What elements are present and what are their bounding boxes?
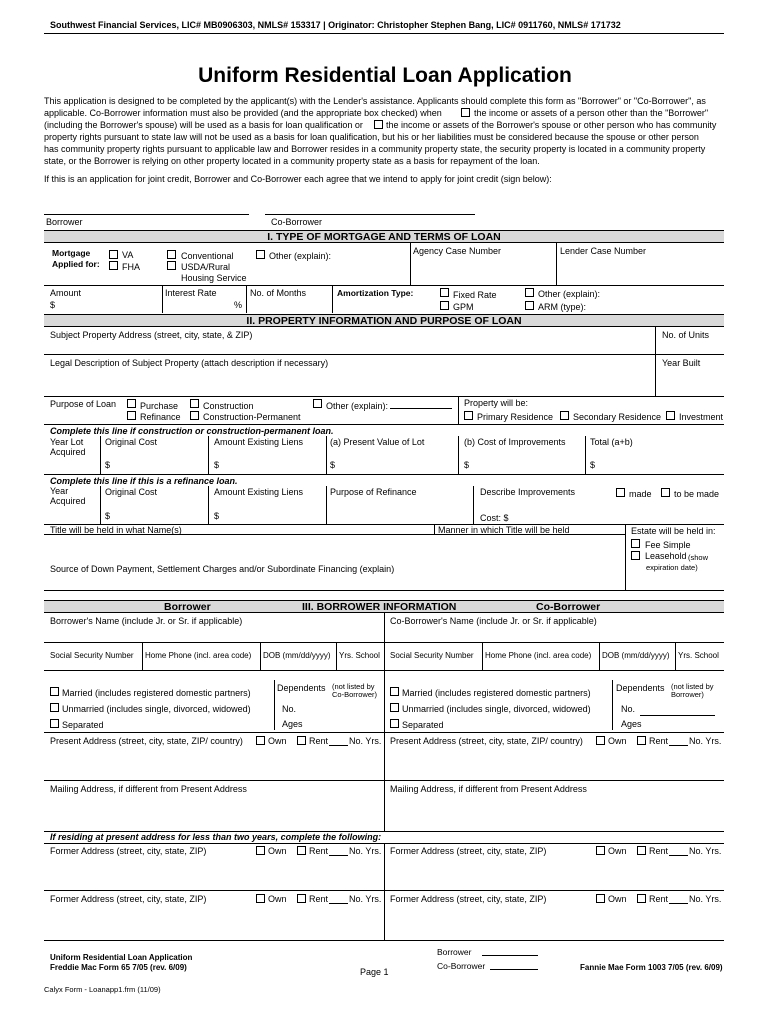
va-label: VA [122,250,134,260]
coborrower-separated-checkbox[interactable] [390,719,399,728]
borrower-present-own-label: Own [268,736,287,746]
coborrower-present-rent-label: Rent [649,736,669,746]
conventional-checkbox[interactable] [167,250,176,259]
intro-line: the income or assets of the Borrower's spouse or other person who has community [386,120,717,130]
primary-residence-checkbox[interactable] [464,411,473,420]
other-purpose-label: Other (explain): [326,401,389,411]
borrower-present-rent-checkbox[interactable] [297,736,306,745]
coborrower-present-own-checkbox[interactable] [596,736,605,745]
year-lot-label: Year Lot [50,437,84,447]
mortgage-applied-label: Applied for: [52,259,100,269]
borrower-ssn-label: Social Security Number [50,651,134,660]
coborrower-former2-rent-label: Rent [649,894,669,904]
to-be-made-label: to be made [674,489,720,499]
coborrower-present-address-label: Present Address (street, city, state, ZIP/ country) [390,736,583,746]
usda-label: USDA/Rural [181,262,231,272]
borrower-former-yrs-label: No. Yrs. [349,846,382,856]
subject-address-label: Subject Property Address (street, city, state, & ZIP) [50,330,253,340]
other-amortization-label: Other (explain): [538,289,601,299]
borrower-mailing-address-label: Mailing Address, if different from Present Address [50,784,247,794]
conventional-label: Conventional [181,251,234,261]
manner-title-label: Manner in which Title will be held [438,525,570,535]
borrower-dependents-label: Dependents [277,683,326,693]
borrower-former2-own-checkbox[interactable] [256,894,265,903]
year-built-label: Year Built [662,358,701,368]
year-lot-label: Acquired [50,447,86,457]
broker-line: Southwest Financial Services, LIC# MB0906303, NMLS# 153317 | Originator: Christopher Stephen Bang, LIC# 0911760, NMLS# 171732 [50,20,621,30]
purpose-of-loan-label: Purpose of Loan [50,399,117,409]
header-rule [44,33,724,34]
borrower-married-label: Married (includes registered domestic partners) [62,688,251,698]
coborrower-dependents-no-label: No. [621,704,636,714]
coborrower-former-rent-checkbox[interactable] [637,846,646,855]
coborrower-home-phone-label: Home Phone (incl. area code) [485,651,592,660]
borrower-former-rent-label: Rent [309,846,329,856]
improvements-made-checkbox[interactable] [616,488,625,497]
borrower-dependents-no-label: No. [282,704,297,714]
gpm-label: GPM [453,302,474,312]
estate-held-label: Estate will be held in: [631,526,716,536]
intro-line: the income or assets of a person other than the "Borrower" [474,108,709,118]
amount-label: Amount [50,288,82,298]
fixed-rate-label: Fixed Rate [453,290,497,300]
intro-line: This application is designed to be completed by the applicant(s) with the Lender's assistance. Applicants should complete this form as "Borrower" or "Co-Borrower", as [44,96,706,106]
property-will-be-label: Property will be: [464,398,529,408]
present-value-lot-label: (a) Present Value of Lot [330,437,425,447]
intro-line: applicable. Co-Borrower information must also be provided (and the appropriate box checked) when [44,108,442,118]
total-label: Total (a+b) [590,437,633,447]
coborrower-unmarried-label: Unmarried (includes single, divorced, widowed) [402,704,591,714]
borrower-present-own-checkbox[interactable] [256,736,265,745]
coborrower-dependents-note: Borrower) [671,690,704,699]
footer-coborrower-label: Co-Borrower [437,961,486,971]
va-checkbox[interactable] [109,250,118,259]
coborrower-former2-yrs-label: No. Yrs. [689,894,722,904]
coborrower-married-label: Married (includes registered domestic partners) [402,688,591,698]
cost-improvements-dollar: $ [464,460,470,470]
source-down-payment-label: Source of Down Payment, Settlement Charges and/or Subordinate Financing (explain) [50,564,395,574]
borrower-home-phone-label: Home Phone (incl. area code) [145,651,252,660]
footer-borrower-initials-line[interactable] [482,955,538,956]
footer-calyx: Calyx Form - Loanapp1.frm (11/09) [44,985,161,994]
usda-label: Housing Service [181,273,247,283]
secondary-residence-label: Secondary Residence [573,412,662,422]
refi-existing-liens-dollar: $ [214,511,220,521]
refi-existing-liens-label: Amount Existing Liens [214,487,304,497]
mortgage-applied-label: Mortgage [52,248,91,258]
borrower-dependents-ages-label: Ages [282,719,303,729]
coborrower-name-label: Co-Borrower's Name (include Jr. or Sr. if applicable) [390,616,597,626]
fha-checkbox[interactable] [109,261,118,270]
refi-original-cost-label: Original Cost [105,487,158,497]
borrower-name-label: Borrower's Name (include Jr. or Sr. if applicable) [50,616,243,626]
interest-rate-percent: % [234,300,243,310]
construction-line-heading: Complete this line if construction or construction-permanent loan. [50,426,334,436]
section-3-header [44,600,724,613]
coborrower-former-address-label: Former Address (street, city, state, ZIP) [390,846,547,856]
section-1-header: I. TYPE OF MORTGAGE AND TERMS OF LOAN [44,230,724,243]
no-of-units-label: No. of Units [662,330,710,340]
coborrower-former-rent-label: Rent [649,846,669,856]
purpose-refinance-label: Purpose of Refinance [330,487,417,497]
original-cost-label: Original Cost [105,437,158,447]
coborrower-former-yrs-label: No. Yrs. [689,846,722,856]
coborrower-former-own-label: Own [608,846,627,856]
borrower-separated-checkbox[interactable] [50,719,59,728]
borrower-former-address-2-label: Former Address (street, city, state, ZIP) [50,894,207,904]
borrower-column-heading: Borrower [164,601,211,613]
total-dollar: $ [590,460,596,470]
amount-existing-liens-label: Amount Existing Liens [214,437,304,447]
leasehold-checkbox[interactable] [631,551,640,560]
coborrower-dob-label: DOB (mm/dd/yyyy) [602,651,670,660]
footer-freddie-mac: Freddie Mac Form 65 7/05 (rev. 6/09) [50,963,187,972]
show-expiration-label: expiration date) [646,563,698,572]
intro-line: has community property rights pursuant to applicable law and Borrower resides in a community property state, the security property is located in a community property [44,144,706,154]
borrower-former2-own-label: Own [268,894,287,904]
section-3-title: III. BORROWER INFORMATION [302,601,457,613]
cost-improvements-label: (b) Cost of Improvements [464,437,566,447]
page-number: Page 1 [360,967,389,977]
coborrower-signature-line[interactable] [265,214,475,215]
footer-borrower-label: Borrower [437,947,472,957]
construction-label: Construction [203,401,254,411]
borrower-unmarried-label: Unmarried (includes single, divorced, widowed) [62,704,251,714]
fee-simple-label: Fee Simple [645,540,691,550]
refinance-checkbox[interactable] [127,411,136,420]
page-title: Uniform Residential Loan Application [198,64,572,87]
borrower-present-rent-label: Rent [309,736,329,746]
spouse-income-checkbox[interactable] [374,120,383,129]
investment-label: Investment [679,412,724,422]
arm-label: ARM (type): [538,302,587,312]
arm-checkbox[interactable] [525,301,534,310]
fee-simple-checkbox[interactable] [631,539,640,548]
lender-case-label: Lender Case Number [560,246,647,256]
section-2-header: II. PROPERTY INFORMATION AND PURPOSE OF LOAN [44,314,724,327]
made-label: made [629,489,652,499]
gpm-checkbox[interactable] [440,301,449,310]
two-years-heading: If residing at present address for less than two years, complete the following: [50,832,382,842]
footer-form-title: Uniform Residential Loan Application [50,953,193,962]
borrower-dependents-note: Co-Borrower) [332,690,378,699]
no-of-months-label: No. of Months [250,288,307,298]
year-acquired-label: Year [50,486,69,496]
coborrower-dependents-label: Dependents [616,683,665,693]
borrower-dob-label: DOB (mm/dd/yyyy) [263,651,331,660]
present-value-dollar: $ [330,460,336,470]
coborrower-column-heading: Co-Borrower [536,601,601,613]
coborrower-former-address-2-label: Former Address (street, city, state, ZIP) [390,894,547,904]
intro-line: state, or the Borrower is relying on other property located in a community property state as a basis for repayment of the loan. [44,156,540,166]
purchase-checkbox[interactable] [127,399,136,408]
coborrower-former2-own-label: Own [608,894,627,904]
joint-credit-text: If this is an application for joint credit, Borrower and Co-Borrower each agree that we intend to apply for joint credit (sign below): [44,174,552,184]
coborrower-present-yrs-label: No. Yrs. [689,736,722,746]
describe-improvements-label: Describe Improvements [480,487,576,497]
refi-original-cost-dollar: $ [105,511,111,521]
borrower-married-checkbox[interactable] [50,687,59,696]
signature-label-borrower: Borrower [46,217,83,227]
coborrower-married-checkbox[interactable] [390,687,399,696]
show-expiration-label: (show [688,553,709,562]
interest-rate-label: Interest Rate [165,288,217,298]
footer-fannie-mae: Fannie Mae Form 1003 7/05 (rev. 6/09) [580,963,723,972]
year-acquired-label: Acquired [50,496,86,506]
borrower-signature-line[interactable] [44,214,249,215]
refinance-line-heading: Complete this line if this is a refinance loan. [50,476,238,486]
fha-label: FHA [122,262,140,272]
coborrower-ssn-label: Social Security Number [390,651,474,660]
coborrower-dependents-note: (not listed by [671,682,714,691]
borrower-former2-yrs-label: No. Yrs. [349,894,382,904]
fixed-rate-checkbox[interactable] [440,288,449,297]
amount-dollar: $ [50,300,56,310]
column-divider [384,613,385,831]
investment-checkbox[interactable] [666,411,675,420]
borrower-separated-label: Separated [62,720,104,730]
construction-checkbox[interactable] [190,399,199,408]
leasehold-label: Leasehold [645,551,687,561]
amortization-type-label: Amortization Type: [337,288,414,298]
coborrower-separated-label: Separated [402,720,444,730]
coborrower-former2-rent-checkbox[interactable] [637,894,646,903]
title-held-names-label: Title will be held in what Name(s) [50,525,182,535]
borrower-unmarried-checkbox[interactable] [50,703,59,712]
improvement-cost-label: Cost: $ [480,513,509,523]
borrower-yrs-school-label: Yrs. School [339,651,380,660]
borrower-present-address-label: Present Address (street, city, state, ZIP/ country) [50,736,243,746]
refinance-label: Refinance [140,412,181,422]
coborrower-mailing-address-label: Mailing Address, if different from Present Address [390,784,587,794]
coborrower-present-own-label: Own [608,736,627,746]
construction-permanent-checkbox[interactable] [190,411,199,420]
footer-coborrower-initials-line[interactable] [490,969,538,970]
construction-permanent-label: Construction-Permanent [203,412,301,422]
legal-description-label: Legal Description of Subject Property (attach description if necessary) [50,358,329,368]
coborrower-unmarried-checkbox[interactable] [390,703,399,712]
other-amortization-checkbox[interactable] [525,288,534,297]
coborrower-dependents-ages-label: Ages [621,719,642,729]
borrower-former-rent-checkbox[interactable] [297,846,306,855]
borrower-former-own-checkbox[interactable] [256,846,265,855]
coborrower-former2-own-checkbox[interactable] [596,894,605,903]
original-cost-dollar: $ [105,460,111,470]
primary-residence-label: Primary Residence [477,412,554,422]
coborrower-former-own-checkbox[interactable] [596,846,605,855]
other-mortgage-label: Other (explain): [269,251,332,261]
coborrower-present-rent-checkbox[interactable] [637,736,646,745]
borrower-former-address-label: Former Address (street, city, state, ZIP) [50,846,207,856]
coborrower-yrs-school-label: Yrs. School [678,651,719,660]
borrower-present-yrs-label: No. Yrs. [349,736,382,746]
existing-liens-dollar: $ [214,460,220,470]
improvements-to-be-made-checkbox[interactable] [661,488,670,497]
purchase-label: Purchase [140,401,179,411]
intro-line: property rights pursuant to state law will not be used as a basis for loan qualification, but his or her liabilities must be considered because the spouse or other person [44,132,699,142]
other-purpose-checkbox[interactable] [313,399,322,408]
agency-case-label: Agency Case Number [413,246,502,256]
signature-label-coborrower: Co-Borrower [271,217,323,227]
usda-checkbox[interactable] [167,261,176,270]
intro-line: (including the Borrower's spouse) will be used as a basis for loan qualification or [44,120,363,130]
secondary-residence-checkbox[interactable] [560,411,569,420]
borrower-former-own-label: Own [268,846,287,856]
coborrower-income-checkbox[interactable] [461,108,470,117]
other-mortgage-checkbox[interactable] [256,250,265,259]
borrower-former2-rent-label: Rent [309,894,329,904]
borrower-dependents-note: (not listed by [332,682,375,691]
borrower-former2-rent-checkbox[interactable] [297,894,306,903]
